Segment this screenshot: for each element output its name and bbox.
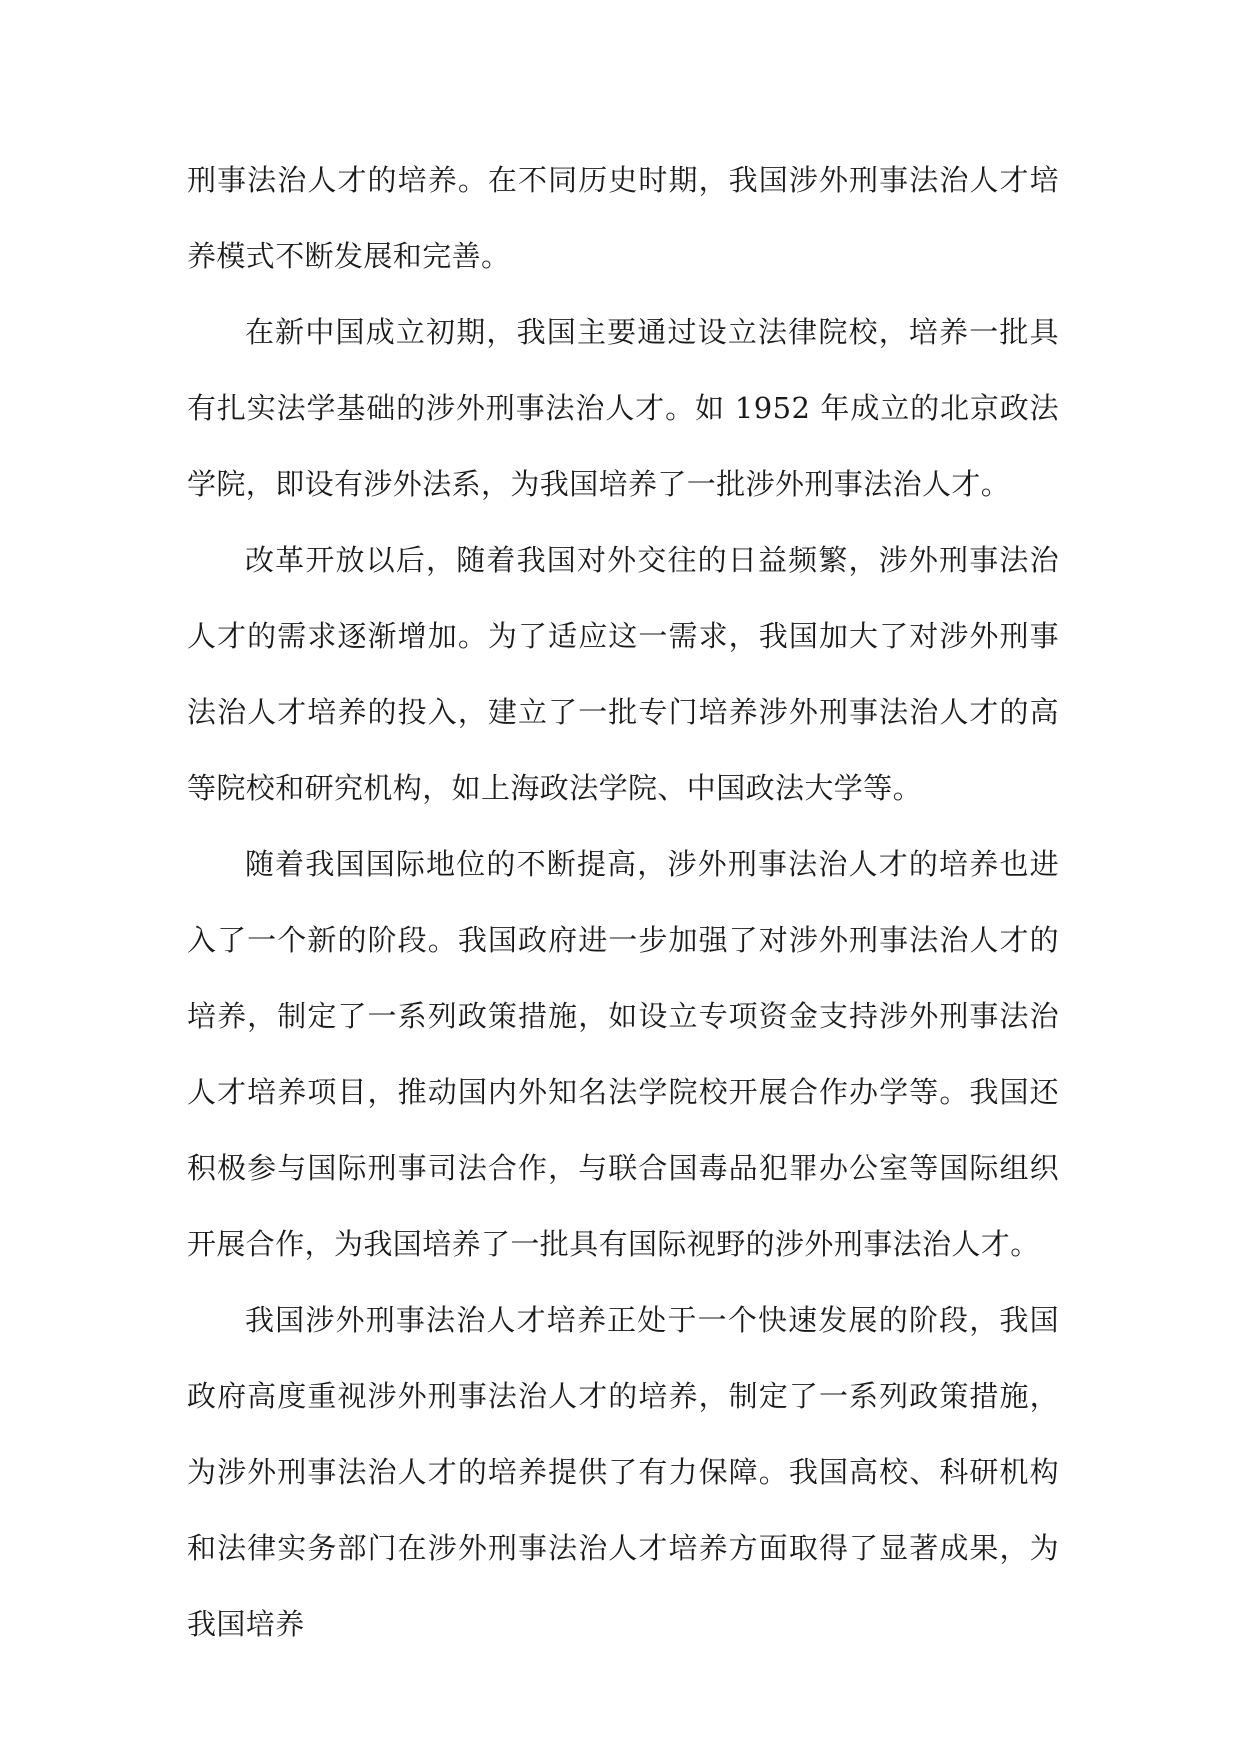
paragraph-1: 刑事法治人才的培养。在不同历史时期，我国涉外刑事法治人才培养模式不断发展和完善。 — [187, 163, 1059, 273]
paragraph-2: 在新中国成立初期，我国主要通过设立法律院校，培养一批具有扎实法学基础的涉外刑事法治人才。如 1952 年成立的北京政法学院，即设有涉外法系，为我国培养了一批涉外刑事法治人才。 — [187, 315, 1059, 501]
paragraph-5: 我国涉外刑事法治人才培养正处于一个快速发展的阶段，我国政府高度重视涉外刑事法治人才的培养，制定了一系列政策措施，为涉外刑事法治人才的培养提供了有力保障。我国高校、科研机构和法律实务部门在涉外刑事法治人才培养方面取得了显著成果，为我国培养 — [187, 1303, 1059, 1641]
paragraph-3: 改革开放以后，随着我国对外交往的日益频繁，涉外刑事法治人才的需求逐渐增加。为了适应这一需求，我国加大了对涉外刑事法治人才培养的投入，建立了一批专门培养涉外刑事法治人才的高等院校和研究机构，如上海政法学院、中国政法大学等。 — [187, 543, 1059, 805]
paragraph-4: 随着我国国际地位的不断提高，涉外刑事法治人才的培养也进入了一个新的阶段。我国政府进一步加强了对涉外刑事法治人才的培养，制定了一系列政策措施，如设立专项资金支持涉外刑事法治人才培养项目，推动国内外知名法学院校开展合作办学等。我国还积极参与国际刑事司法合作，与联合国毒品犯罪办公室等国际组织开展合作，为我国培养了一批具有国际视野的涉外刑事法治人才。 — [187, 847, 1059, 1261]
body-text — [187, 142, 1059, 1662]
